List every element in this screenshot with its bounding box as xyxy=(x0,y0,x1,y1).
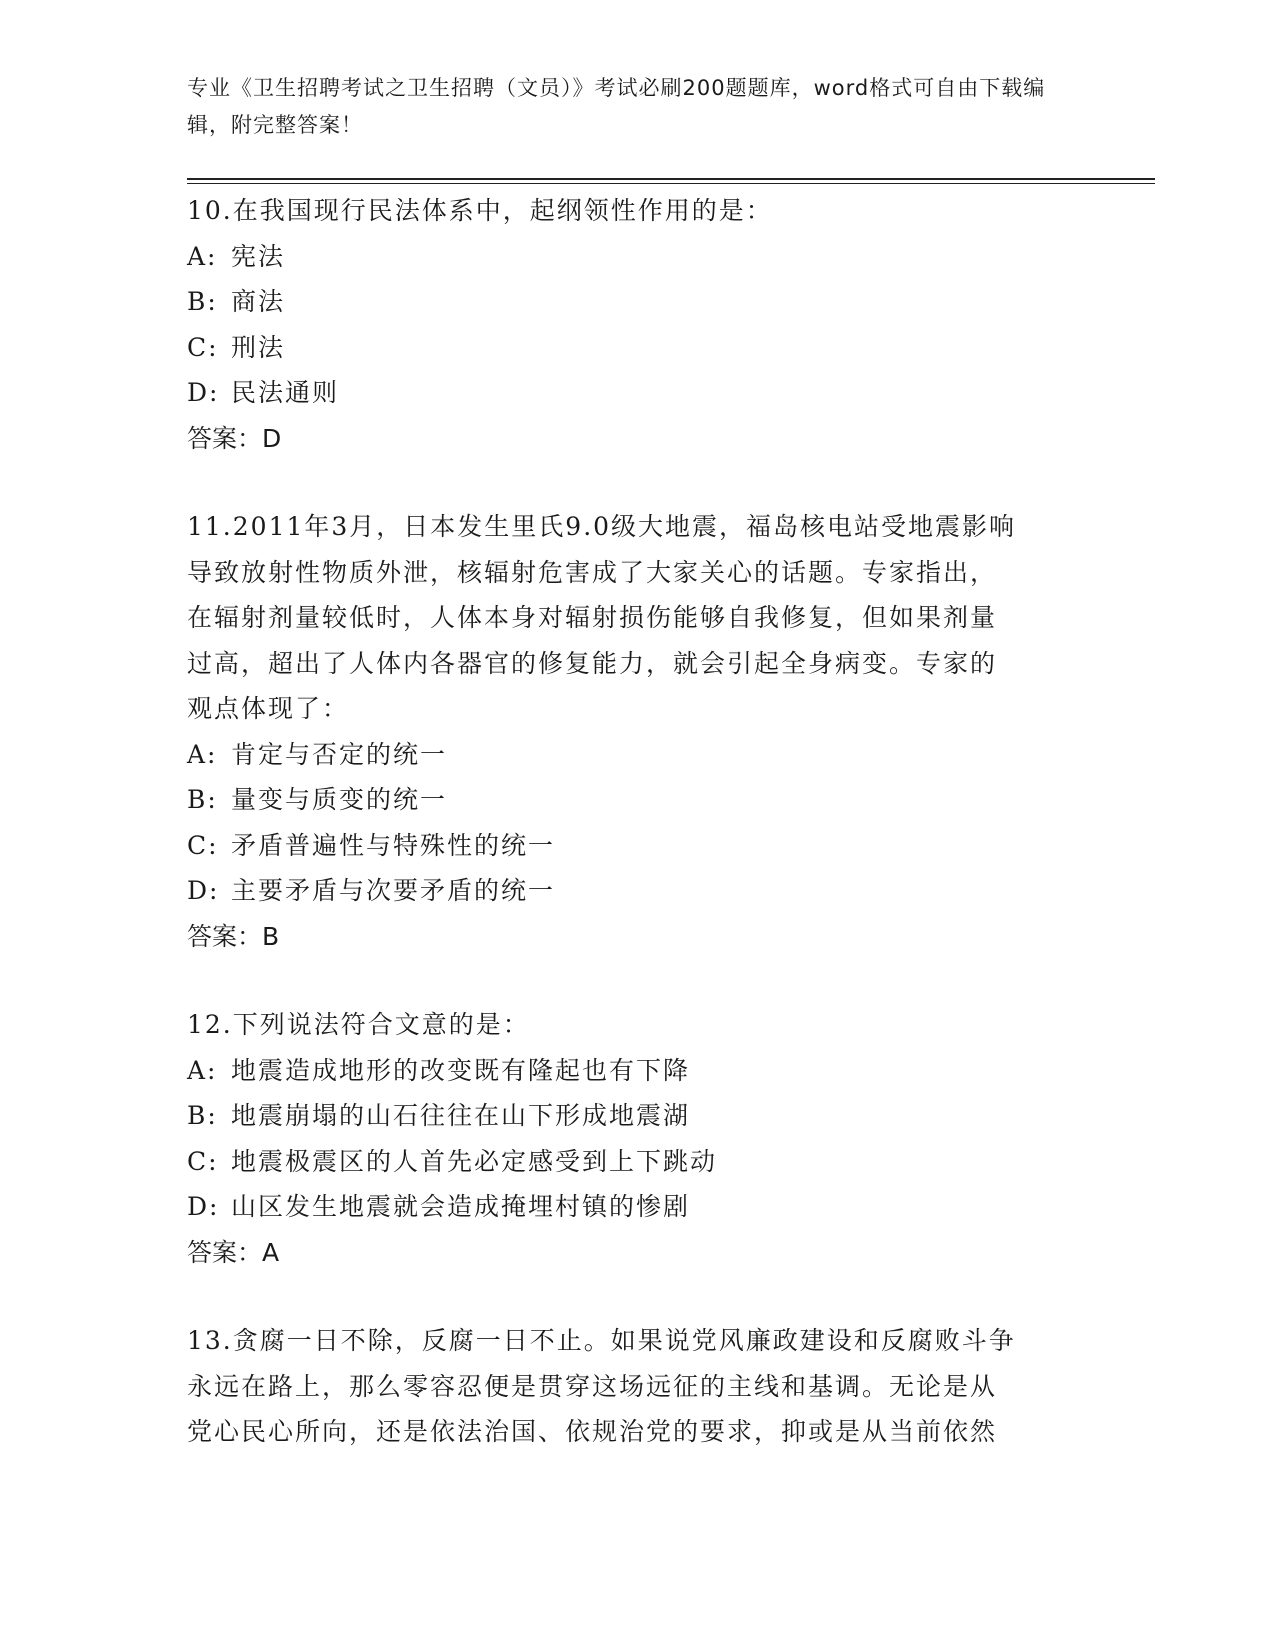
question-stem-line: 党心民心所向，还是依法治国、依规治党的要求，抑或是从当前依然 xyxy=(187,1417,998,1446)
option-d xyxy=(187,868,1157,914)
option-key: A: xyxy=(187,739,218,769)
spacer xyxy=(187,1275,1157,1318)
option-c xyxy=(187,1139,1157,1185)
question-stem-line: 过高，超出了人体内各器官的修复能力，就会引起全身病变。专家的 xyxy=(187,648,998,678)
question-12 xyxy=(187,1002,1157,1275)
option-key: B: xyxy=(187,785,218,814)
option-text: 地震造成地形的改变既有隆起也有下降 xyxy=(231,1055,691,1085)
option-a xyxy=(187,234,1157,280)
question-11 xyxy=(187,504,1157,959)
option-text: 主要矛盾与次要矛盾的统一 xyxy=(231,876,556,905)
question-stem-line: 11.2011年3月，日本发生里氏9.0级大地震，福岛核电站受地震影响 xyxy=(187,512,1017,541)
option-key: D: xyxy=(187,378,220,407)
question-stem: 10.在我国现行民法体系中，起纲领性作用的是： xyxy=(187,196,773,225)
option-key: C: xyxy=(187,830,219,860)
option-d xyxy=(187,1184,1157,1230)
option-text: 民法通则 xyxy=(231,378,340,407)
question-stem-line: 导致放射性物质外泄，核辐射危害成了大家关心的话题。专家指出， xyxy=(187,557,998,587)
option-key: A: xyxy=(187,1055,218,1085)
option-b xyxy=(187,777,1157,823)
option-a xyxy=(187,1048,1157,1094)
question-stem-line: 永远在路上，那么零容忍便是贯穿这场远征的主线和基调。无论是从 xyxy=(187,1371,998,1401)
option-text: 宪法 xyxy=(231,241,286,271)
option-key: C: xyxy=(187,332,219,362)
option-text: 地震崩塌的山石往往在山下形成地震湖 xyxy=(231,1101,691,1130)
header-divider-thick xyxy=(187,178,1155,180)
option-key: C: xyxy=(187,1146,219,1176)
option-c xyxy=(187,325,1157,371)
header-divider-thin xyxy=(187,183,1155,184)
option-key: D: xyxy=(187,1192,220,1221)
question-stem-line: 观点体现了： xyxy=(187,694,350,723)
option-text: 矛盾普遍性与特殊性的统一 xyxy=(231,830,556,860)
document-header: 专业《卫生招聘考试之卫生招聘（文员）》考试必刷200题题库，word格式可自由下载编辑，附完整答案！ xyxy=(187,76,1046,137)
spacer xyxy=(187,461,1157,504)
option-a xyxy=(187,732,1157,778)
option-b xyxy=(187,279,1157,325)
option-key: A: xyxy=(187,241,218,271)
option-text: 肯定与否定的统一 xyxy=(231,739,448,769)
answer: 答案：B xyxy=(187,921,280,951)
option-b xyxy=(187,1093,1157,1139)
question-10 xyxy=(187,188,1157,461)
answer: 答案：D xyxy=(187,423,282,453)
option-key: D: xyxy=(187,876,220,905)
option-key: B: xyxy=(187,287,218,316)
document-page xyxy=(187,70,1157,1455)
option-d xyxy=(187,370,1157,416)
option-text: 山区发生地震就会造成掩埋村镇的惨剧 xyxy=(231,1192,691,1221)
option-key: B: xyxy=(187,1101,218,1130)
question-stem: 12.下列说法符合文意的是： xyxy=(187,1010,530,1039)
question-stem-line: 在辐射剂量较低时，人体本身对辐射损伤能够自我修复，但如果剂量 xyxy=(187,603,998,632)
option-text: 刑法 xyxy=(231,332,286,362)
spacer xyxy=(187,959,1157,1002)
option-text: 商法 xyxy=(231,287,286,316)
option-c xyxy=(187,823,1157,869)
answer: 答案：A xyxy=(187,1237,280,1267)
option-text: 量变与质变的统一 xyxy=(231,785,448,814)
option-text: 地震极震区的人首先必定感受到上下跳动 xyxy=(231,1146,718,1176)
question-13 xyxy=(187,1318,1157,1455)
question-stem-line: 13.贪腐一日不除，反腐一日不止。如果说党风廉政建设和反腐败斗争 xyxy=(187,1326,1016,1355)
